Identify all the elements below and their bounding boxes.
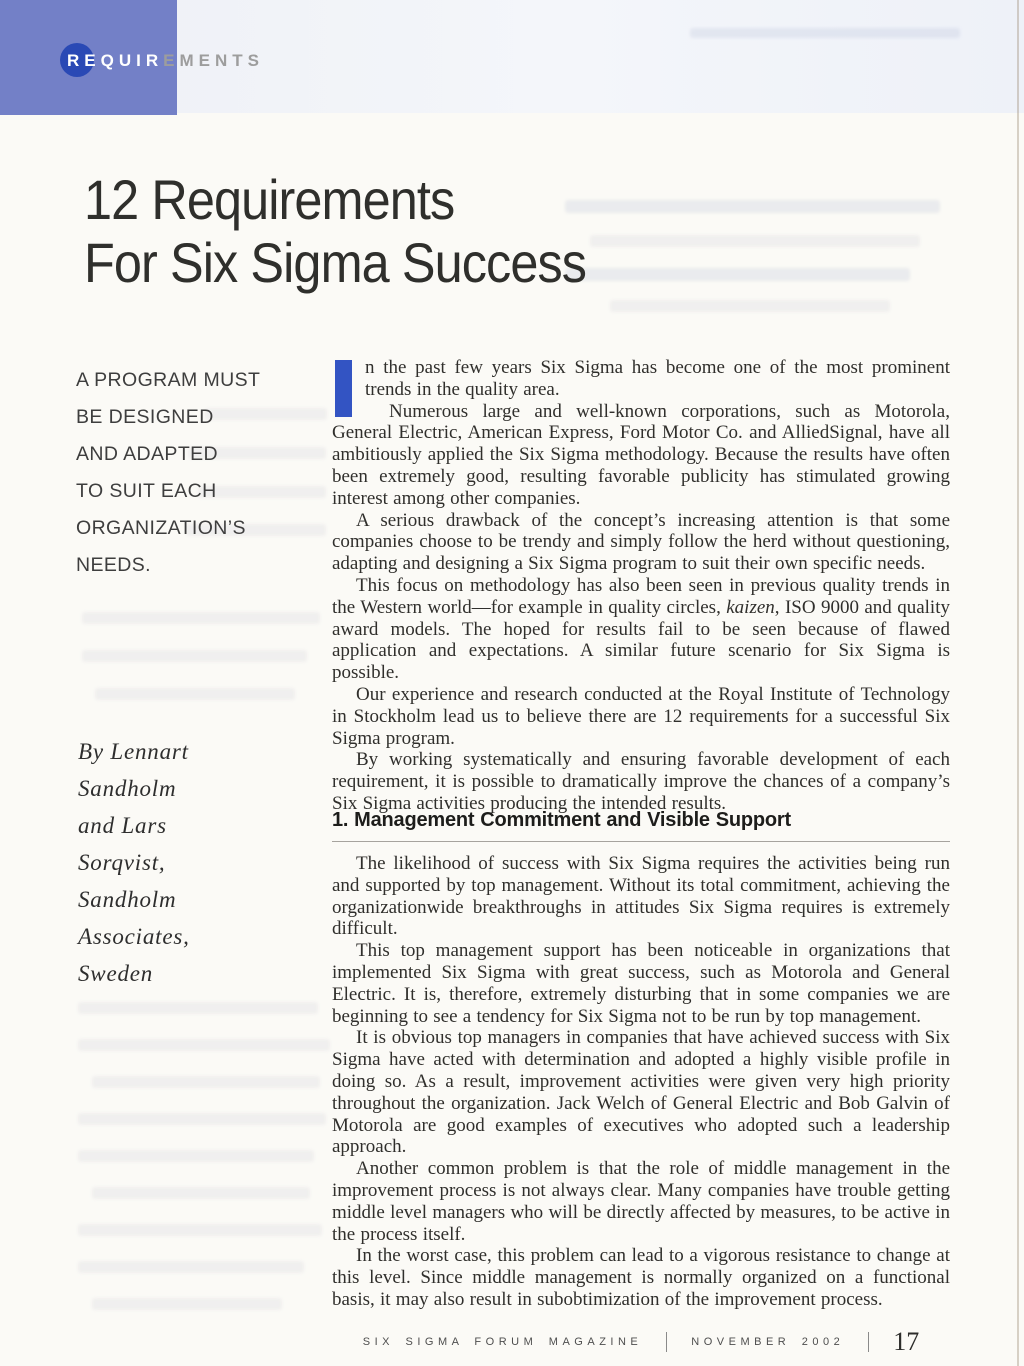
bleedthrough-artifact: [82, 612, 320, 624]
article-title: [84, 168, 586, 294]
intro-paragraph-4: [332, 575, 950, 684]
section-1-paragraph-4: Another common problem is that the role of middle management in the improvement process is not always clear. Many companies have trouble getting middle level managers who will be directly affected by measures, to be active in the process itself.: [332, 1158, 950, 1245]
byline-line: and Lars: [78, 813, 167, 838]
footer-issue-date: NOVEMBER 2002: [691, 1336, 845, 1348]
bleedthrough-artifact: [82, 650, 307, 662]
bleedthrough-artifact: [78, 1002, 318, 1014]
byline-line: Sandholm: [78, 776, 177, 801]
standfirst-line: BE DESIGNED: [76, 406, 214, 428]
article-section-1: [332, 808, 950, 1311]
intro-paragraph-1-text: n the past few years Six Sigma has become one of the most prominent trends in the quality area.: [365, 357, 950, 400]
banner-label-on-blue: REQUIR: [67, 51, 164, 70]
standfirst: [76, 362, 260, 584]
section-1-paragraph-3: It is obvious top managers in companies that have achieved success with Six Sigma have acted with determination and adopted a highly visible profile in doing so. As a result, improvement activities were given very high priority throughout the organization. Jack Welch of General Electric and Bob Galvin of Motorola are good examples of executives who adopted such a leadership approach.: [332, 1027, 950, 1158]
scan-page-edge: [1017, 0, 1019, 1366]
standfirst-line: AND ADAPTED: [76, 443, 219, 465]
section-1-paragraph-5: In the worst case, this problem can lead to a vigorous resistance to change at this level. Since middle management is normally organized on a functional basis, it may also result in subobtimization of the improvement process.: [332, 1245, 950, 1310]
dropcap-letter-i: [335, 360, 352, 417]
byline-line: By Lennart: [78, 739, 189, 764]
intro-paragraph-4-italic-term: kaizen: [726, 596, 775, 618]
intro-paragraph-1: [332, 357, 950, 401]
section-1-paragraph-1: The likelihood of success with Six Sigma requires the activities being run and supported by top management. Without its total commitment, achieving the organizationwide breakthroughs in attitudes Six Sigma requires is extremely difficult.: [332, 853, 950, 940]
bleedthrough-artifact: [95, 688, 295, 700]
footer-page-number: 17: [893, 1327, 920, 1356]
footer-divider: [868, 1332, 869, 1352]
section-1-heading: 1. Management Commitment and Visible Support: [332, 809, 791, 831]
standfirst-line: TO SUIT EACH: [76, 480, 217, 502]
intro-paragraph-5: Our experience and research conducted at the Royal Institute of Technology in Stockholm lead us to believe there are 12 requirements for a successful Six Sigma program.: [332, 683, 950, 749]
byline-line: Sweden: [78, 961, 154, 986]
bleedthrough-artifact: [565, 268, 910, 281]
bleedthrough-artifact: [565, 200, 940, 213]
bleedthrough-artifact: [610, 300, 890, 312]
bleedthrough-artifact: [590, 235, 920, 247]
intro-paragraph-4-pre: This focus on methodology has also been seen in previous quality trends in the Western world—for example in quality circles,: [332, 574, 950, 618]
bleedthrough-artifact: [78, 1224, 322, 1236]
banner-label-off-blue: EMENTS: [163, 51, 264, 70]
standfirst-line: A PROGRAM MUST: [76, 369, 261, 391]
footer-magazine-name: SIX SIGMA FORUM MAGAZINE: [362, 1336, 643, 1348]
standfirst-line: NEEDS.: [76, 554, 152, 576]
bleedthrough-artifact: [92, 1298, 282, 1310]
byline-line: Sorqvist,: [78, 850, 166, 875]
intro-paragraph-2: Numerous large and well-known corporations, such as Motorola, General Electric, American Express, Ford Motor Co. and AlliedSignal, have all ambitiously applied the Six Sigma methodology. Because the results have often been extremely good, resulting favorable publicity has stimulated growing interest among other companies.: [332, 400, 950, 509]
section-1-paragraph-2: This top management support has been noticeable in organizations that implemented Six Sigma with great success, such as Motorola and General Electric. It is, therefore, extremely disturbing that in some companies we are beginning to see a tendency for Six Sigma not to be run by top management.: [332, 940, 950, 1027]
standfirst-line: ORGANIZATION’S: [76, 517, 246, 539]
article-intro: [332, 357, 950, 815]
intro-paragraph-4-post: , ISO 9000 and quality award models. The hoped for results fail to be seen because of flawed application and expectations. A similar future scenario for Six Sigma is possible.: [332, 596, 950, 684]
intro-paragraph-6: By working systematically and ensuring favorable development of each requirement, it is possible to dramatically improve the chances of a company’s Six Sigma activities producing the intended results.: [332, 749, 950, 814]
bleedthrough-artifact: [78, 1261, 304, 1273]
bleedthrough-artifact: [92, 1076, 320, 1088]
byline: [78, 733, 190, 992]
article-title-line1: 12 Requirements: [84, 168, 455, 231]
section-1-rule: [332, 841, 950, 842]
bleedthrough-artifact: [78, 1039, 330, 1051]
byline-line: Associates,: [78, 924, 190, 949]
byline-line: Sandholm: [78, 887, 177, 912]
bleedthrough-artifact: [92, 1187, 310, 1199]
intro-paragraph-3: A serious drawback of the concept’s increasing attention is that some companies choose to be trendy and simply follow the herd without questioning, adapting and designing a Six Sigma program to suit their own specific needs.: [332, 509, 950, 575]
bleedthrough-artifact: [78, 1113, 326, 1125]
page-footer: [332, 1327, 950, 1356]
footer-divider: [666, 1332, 667, 1352]
article-title-line2: For Six Sigma Success: [84, 231, 587, 294]
department-banner-label: [67, 51, 264, 71]
bleedthrough-artifact: [78, 1150, 314, 1162]
